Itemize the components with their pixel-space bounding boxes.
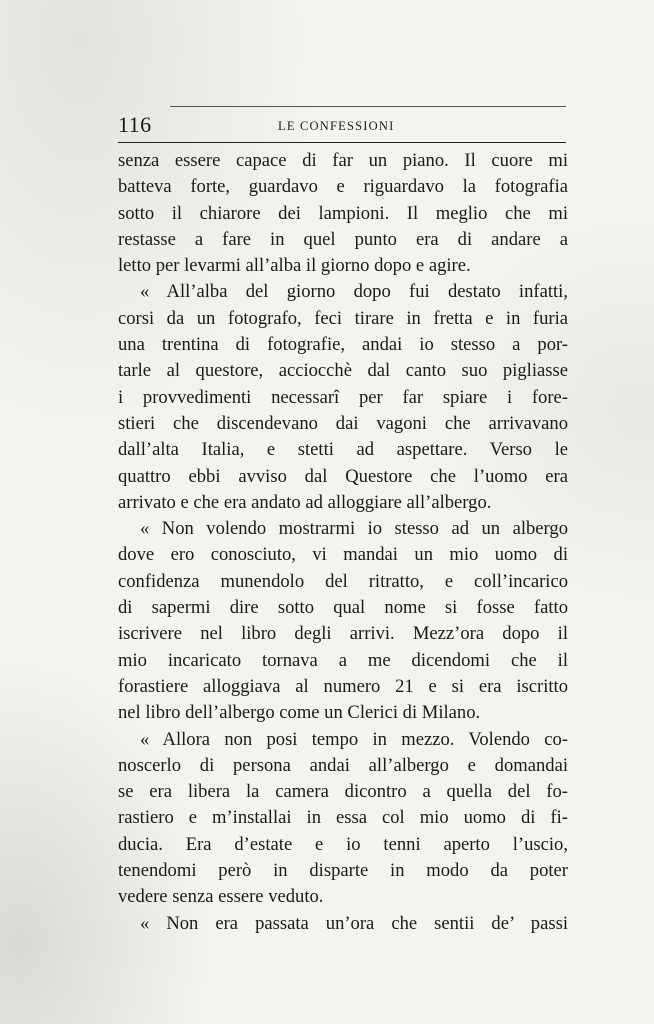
text-line: forastiere alloggiava al numero 21 e si era iscritto <box>118 675 568 697</box>
text-line: vedere senza essere veduto. <box>118 886 324 908</box>
page-number: 116 <box>118 112 152 137</box>
text-line: arrivato e che era andato ad alloggiare all’albergo. <box>118 491 492 513</box>
text-line: batteva forte, guardavo e riguardavo la fotografia <box>118 176 568 198</box>
text-line: « Non era passata un’ora che sentii de’ passi <box>140 912 568 934</box>
text-line: sotto il chiarore dei lampioni. Il meglio che mi <box>118 202 568 224</box>
header-rule-top <box>170 106 566 107</box>
text-line: rastiero e m’installai in essa col mio uomo di fi- <box>118 807 568 829</box>
header-rule <box>118 142 566 143</box>
text-line: mio incaricato tornava a me dicendomi che il <box>118 649 568 671</box>
text-line: una trentina di fotografie, andai io stesso a por- <box>118 334 568 356</box>
text-line: « All’alba del giorno dopo fui destato infatti, <box>140 281 568 303</box>
text-line: nel libro dell’albergo come un Clerici di Milano. <box>118 702 481 724</box>
text-line: senza essere capace di far un piano. Il cuore mi <box>118 150 568 171</box>
text-line: ducia. Era d’estate e io tenni aperto l’uscio, <box>118 833 568 855</box>
text-line: se era libera la camera dicontro a quella del fo- <box>118 781 568 803</box>
text-line: confidenza munendolo del ritratto, e coll’incarico <box>118 570 568 592</box>
text-line: dove ero conosciuto, vi mandai un mio uomo di <box>118 544 568 566</box>
text-line: di sapermi dire sotto qual nome si fosse fatto <box>118 597 568 619</box>
text-line: tarle al questore, acciocchè dal canto suo pigliasse <box>118 360 568 382</box>
text-line: restasse a fare in quel punto era di andare a <box>118 228 568 250</box>
text-line: « Non volendo mostrarmi io stesso ad un albergo <box>140 518 568 540</box>
running-title: LE CONFESSIONI <box>278 119 395 133</box>
text-line: « Allora non posi tempo in mezzo. Volendo co- <box>140 728 568 750</box>
page-header <box>118 112 566 144</box>
text-line: i provvedimenti necessarî per far spiare i fore- <box>118 386 568 408</box>
text-line: iscrivere nel libro degli arrivi. Mezz’ora dopo il <box>118 623 568 645</box>
text-line: dall’alta Italia, e stetti ad aspettare. Verso le <box>118 439 568 461</box>
body-text <box>118 148 568 937</box>
text-line: letto per levarmi all’alba il giorno dopo e agire. <box>118 255 471 277</box>
text-line: corsi da un fotografo, feci tirare in fretta e in furia <box>118 307 568 329</box>
text-line: stieri che discendevano dai vagoni che arrivavano <box>118 412 568 434</box>
text-line: noscerlo di persona andai all’albergo e domandai <box>118 754 568 776</box>
text-line: tenendomi però in disparte in modo da poter <box>118 860 568 882</box>
text-line: quattro ebbi avviso dal Questore che l’uomo era <box>118 465 568 487</box>
